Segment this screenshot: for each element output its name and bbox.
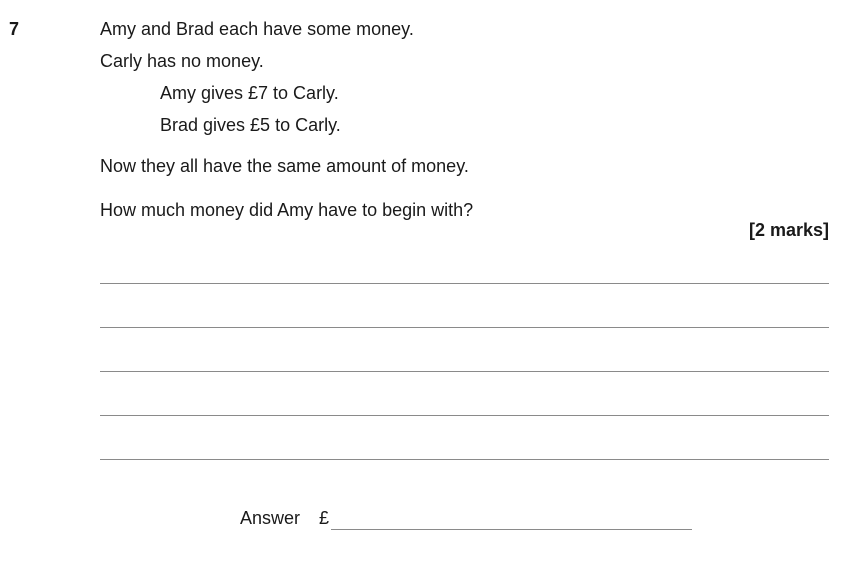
currency-symbol: £ (319, 508, 330, 528)
working-line-5[interactable] (100, 459, 829, 460)
question-number: 7 (9, 19, 20, 39)
question-text-line-4: Brad gives £5 to Carly. (160, 115, 341, 135)
question-text-line-5: Now they all have the same amount of money. (100, 156, 469, 176)
working-line-1[interactable] (100, 283, 829, 284)
question-text-line-1: Amy and Brad each have some money. (100, 19, 414, 39)
working-line-3[interactable] (100, 371, 829, 372)
working-line-4[interactable] (100, 415, 829, 416)
question-text-line-2: Carly has no money. (100, 51, 264, 71)
marks-label: [2 marks] (748, 220, 829, 240)
question-text-line-3: Amy gives £7 to Carly. (160, 83, 339, 103)
answer-label: Answer (240, 508, 301, 528)
question-text-line-6: How much money did Amy have to begin with? (100, 200, 474, 220)
working-line-2[interactable] (100, 327, 829, 328)
answer-line[interactable] (331, 529, 692, 530)
